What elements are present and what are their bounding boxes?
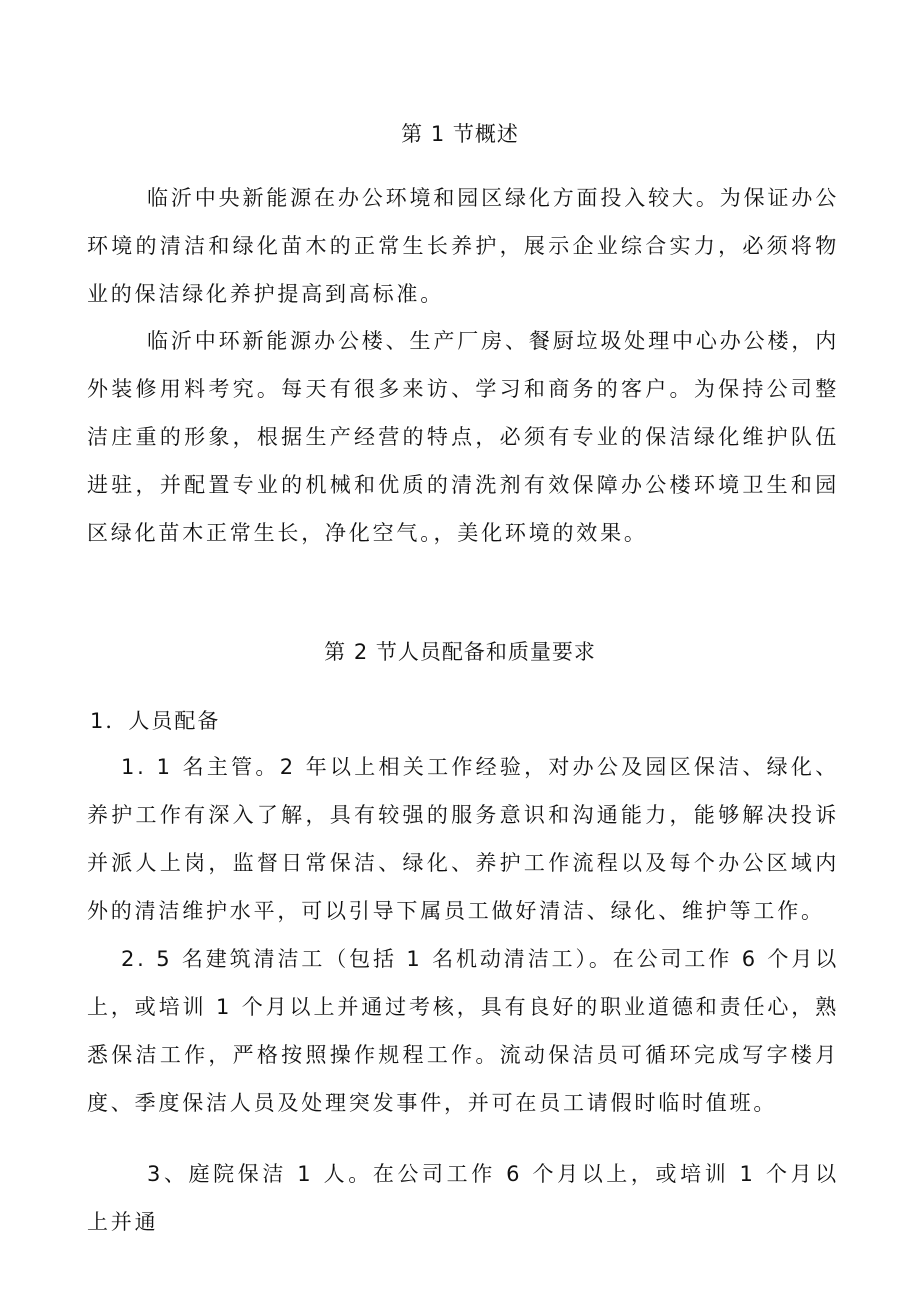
staffing-item-1: 1. 1 名主管。2 年以上相关工作经验，对办公及园区保洁、绿化、养护工作有深入了解，具有较强的服务意识和沟通能力，能够解决投诉并派人上岗，监督日常保洁、绿化、养护工作流程以及每个办公区域内外的清洁维护水平，可以引导下属员工做好清洁、绿化、维护等工作。 xyxy=(87,755,839,923)
staffing-subheading: 1．人员配备 xyxy=(90,709,221,733)
section1-paragraph-2: 临沂中环新能源办公楼、生产厂房、餐厨垃圾处理中心办公楼，内外装修用料考究。每天有很多来访、学习和商务的客户。为保持公司整洁庄重的形象，根据生产经营的特点，必须有专业的保洁绿化维护队伍进驻，并配置专业的机械和优质的清洗剂有效保障办公楼环境卫生和园区绿化苗木正常生长，净化空气。，美化环境的效果。 xyxy=(87,329,839,545)
section2-title: 第 2 节人员配备和质量要求 xyxy=(324,640,596,664)
section1-title: 第 1 节概述 xyxy=(401,122,519,146)
section1-paragraph-1: 临沂中央新能源在办公环境和园区绿化方面投入较大。为保证办公环境的清洁和绿化苗木的正常生长养护，展示企业综合实力，必须将物业的保洁绿化养护提高到高标准。 xyxy=(87,186,839,306)
staffing-item-3: 3、庭院保洁 1 人。在公司工作 6 个月以上，或培训 1 个月以上并通 xyxy=(87,1162,839,1234)
staffing-item-2: 2. 5 名建筑清洁工（包括 1 名机动清洁工）。在公司工作 6 个月以上，或培训 1 个月以上并通过考核，具有良好的职业道德和责任心，熟悉保洁工作，严格按照操作规程工作。流动保洁员可循环完成写字楼月度、季度保洁人员及处理突发事件，并可在员工请假时临时值班。 xyxy=(87,947,839,1115)
